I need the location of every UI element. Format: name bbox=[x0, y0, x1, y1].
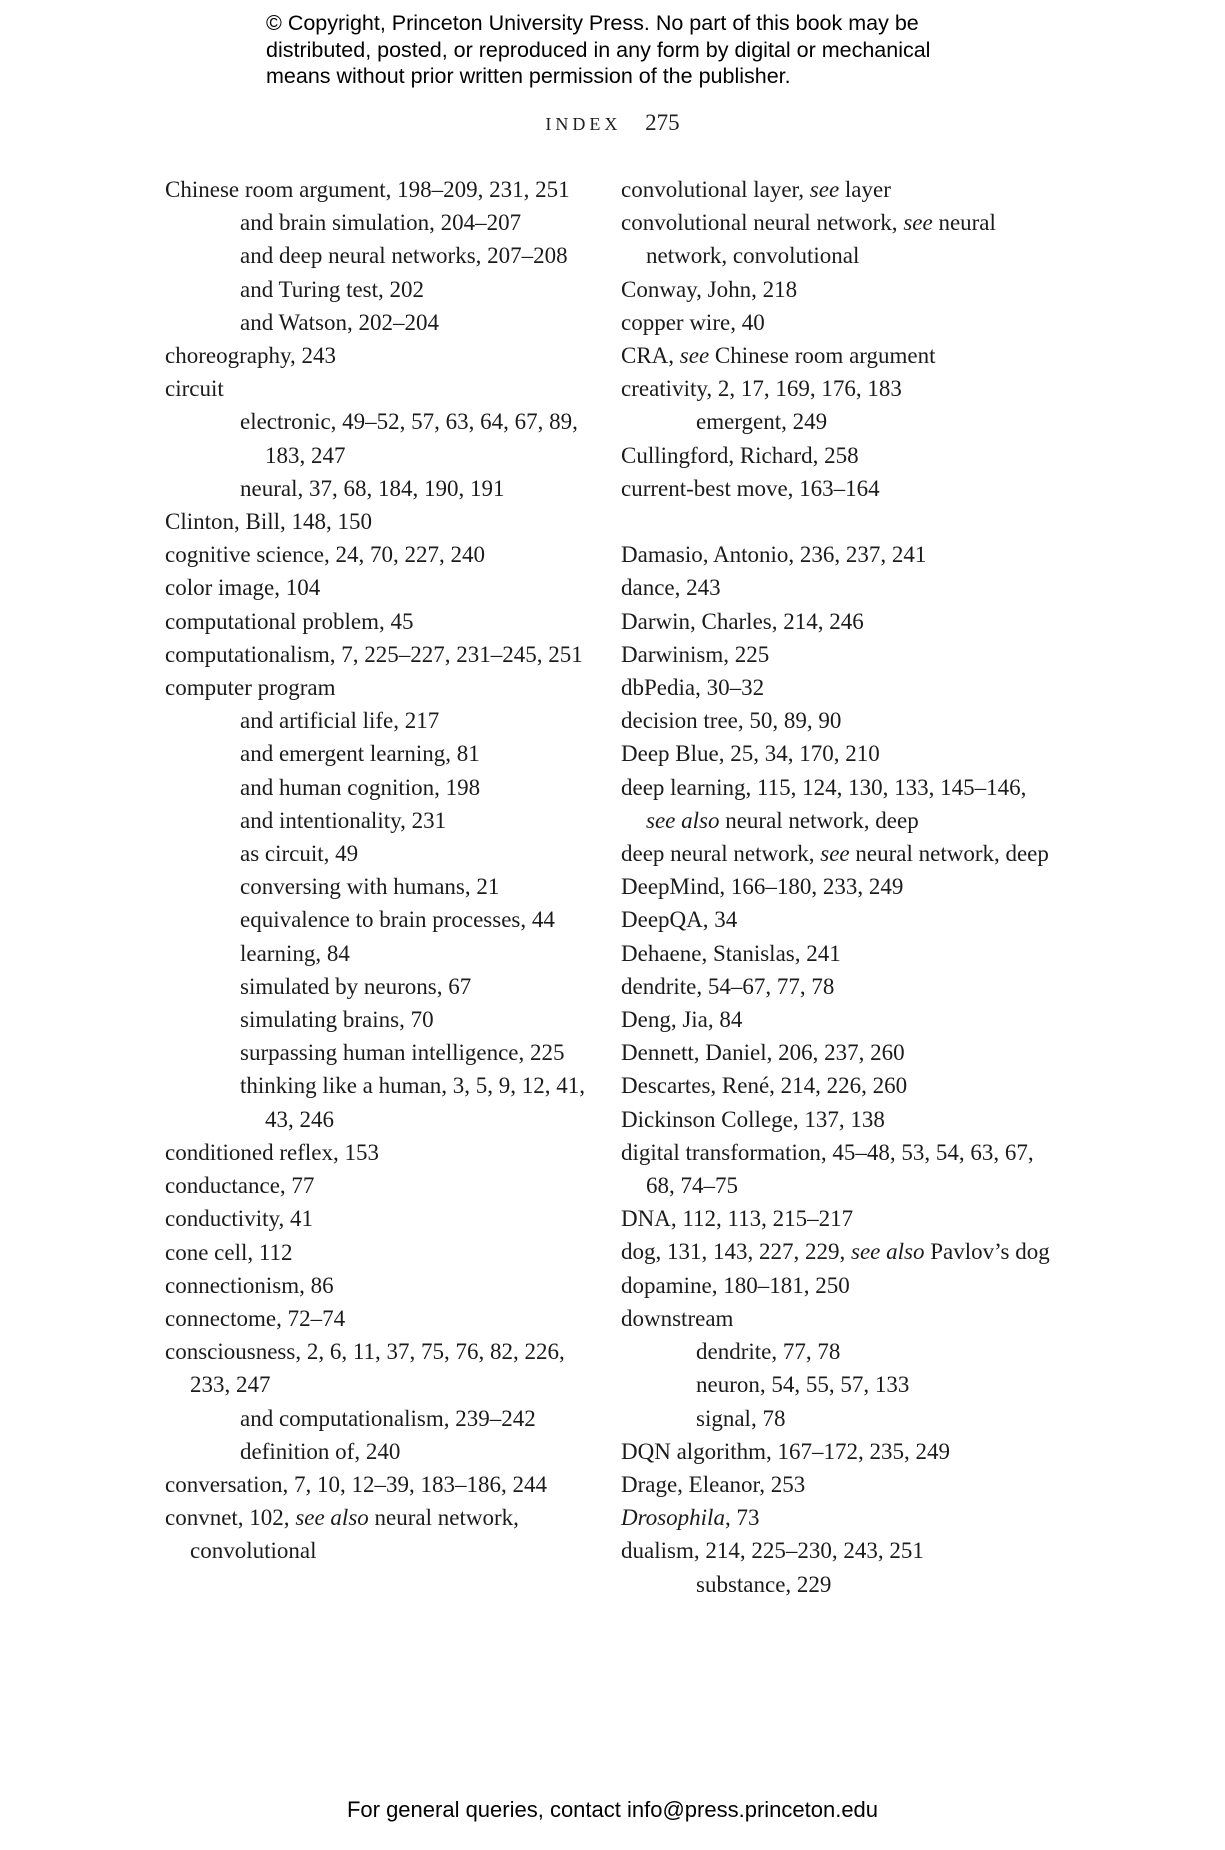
index-entry-text: and brain simulation, 204–207 bbox=[240, 210, 522, 236]
index-entry-italic-text: see also bbox=[646, 807, 720, 833]
index-entry-text: Cullingford, Richard, 258 bbox=[621, 442, 859, 468]
index-entry-text: learning, 84 bbox=[240, 940, 350, 966]
index-entry-text: dualism, 214, 225–230, 243, 251 bbox=[621, 1538, 924, 1564]
index-entry-text: convolutional neural network, bbox=[621, 210, 904, 236]
index-entry-text: CRA, bbox=[621, 343, 680, 369]
index-entry-text: and intentionality, 231 bbox=[240, 807, 447, 833]
index-entry-text: computationalism, 7, 225–227, 231–245, 251 bbox=[165, 641, 583, 667]
index-entry bbox=[165, 1269, 605, 1302]
index-entry-text: current-best move, 163–164 bbox=[621, 475, 880, 501]
index-entry bbox=[165, 339, 605, 372]
index-subentry bbox=[165, 737, 605, 770]
index-entry-text: dance, 243 bbox=[621, 575, 721, 601]
index-entry bbox=[165, 605, 605, 638]
index-entry bbox=[621, 1302, 1061, 1335]
index-entry-text: Chinese room argument bbox=[709, 343, 936, 369]
index-entry bbox=[165, 173, 605, 206]
index-entry-text: substance, 229 bbox=[696, 1571, 832, 1597]
copyright-notice bbox=[266, 10, 986, 90]
index-entry-italic-text: see also bbox=[851, 1239, 925, 1265]
index-entry bbox=[621, 605, 1061, 638]
index-entry-text: color image, 104 bbox=[165, 575, 321, 601]
index-entry bbox=[621, 372, 1061, 405]
index-entry-text: equivalence to brain processes, 44 bbox=[240, 907, 555, 933]
index-column-right bbox=[621, 173, 1061, 1601]
index-entry bbox=[621, 1501, 1061, 1534]
index-entry bbox=[621, 1435, 1061, 1468]
index-entry-text: , 73 bbox=[724, 1505, 760, 1531]
index-entry bbox=[621, 737, 1061, 770]
index-entry-text: definition of, 240 bbox=[240, 1438, 401, 1464]
index-subentry bbox=[165, 704, 605, 737]
index-entry-text: Clinton, Bill, 148, 150 bbox=[165, 509, 373, 535]
index-entry-italic-text: see bbox=[809, 177, 840, 202]
index-entry bbox=[621, 1202, 1061, 1235]
index-entry bbox=[165, 538, 605, 571]
copyright-line: © Copyright, Princeton University Press. No part of this book may be bbox=[266, 11, 919, 35]
index-entry-text: Dennett, Daniel, 206, 237, 260 bbox=[621, 1040, 905, 1066]
index-entry-text: dendrite, 77, 78 bbox=[696, 1339, 841, 1365]
index-entry-text: choreography, 243 bbox=[165, 343, 336, 369]
index-entry-text: neuron, 54, 55, 57, 133 bbox=[696, 1372, 910, 1398]
index-subentry bbox=[621, 1335, 1061, 1368]
index-subentry bbox=[165, 306, 605, 339]
index-entry-text: and emergent learning, 81 bbox=[240, 741, 480, 767]
index-entry-text: electronic, 49–52, 57, 63, 64, 67, 89, 183, 247 bbox=[240, 409, 578, 468]
index-entry-text: conductance, 77 bbox=[165, 1173, 315, 1199]
index-entry bbox=[621, 173, 1061, 206]
index-subentry bbox=[165, 870, 605, 903]
index-entry bbox=[621, 937, 1061, 970]
index-subentry bbox=[165, 970, 605, 1003]
index-entry-text: and deep neural networks, 207–208 bbox=[240, 243, 568, 269]
index-entry-text: layer bbox=[839, 177, 891, 202]
index-entry bbox=[621, 837, 1061, 870]
index-entry-text: convnet, 102, bbox=[165, 1505, 296, 1531]
index-entry-text: and Watson, 202–204 bbox=[240, 309, 439, 335]
index-entry-italic-text: Drosophila bbox=[621, 1505, 725, 1531]
index-subentry bbox=[165, 1069, 605, 1135]
index-entry bbox=[621, 970, 1061, 1003]
index-entry bbox=[621, 306, 1061, 339]
index-subentry bbox=[165, 837, 605, 870]
index-entry-text: simulated by neurons, 67 bbox=[240, 973, 472, 999]
index-column-left bbox=[165, 173, 605, 1568]
index-entry-text: Damasio, Antonio, 236, 237, 241 bbox=[621, 542, 927, 568]
index-entry-text: and human cognition, 198 bbox=[240, 774, 481, 800]
index-entry bbox=[621, 638, 1061, 671]
index-entry-text: downstream bbox=[621, 1305, 734, 1331]
index-subentry bbox=[165, 1435, 605, 1468]
index-entry-text: deep learning, 115, 124, 130, 133, 145–146, bbox=[621, 774, 1027, 800]
index-entry bbox=[165, 1468, 605, 1501]
index-subentry bbox=[165, 1036, 605, 1069]
index-entry bbox=[621, 704, 1061, 737]
index-subentry bbox=[621, 1368, 1061, 1401]
index-entry-text: DeepMind, 166–180, 233, 249 bbox=[621, 874, 904, 900]
index-entry-text: neural, 37, 68, 184, 190, 191 bbox=[240, 475, 505, 501]
index-entry-text: Darwinism, 225 bbox=[621, 641, 770, 667]
index-entry-italic-text: see bbox=[820, 841, 850, 867]
index-entry-text: Conway, John, 218 bbox=[621, 276, 798, 302]
index-entry bbox=[165, 571, 605, 604]
index-entry-text: creativity, 2, 17, 169, 176, 183 bbox=[621, 376, 902, 402]
index-subentry bbox=[621, 405, 1061, 438]
index-subentry bbox=[165, 1402, 605, 1435]
copyright-line: distributed, posted, or reproduced in any form by digital or mechanical bbox=[266, 37, 931, 62]
index-subentry bbox=[165, 405, 605, 471]
index-entry bbox=[621, 1136, 1061, 1202]
index-entry-text: Chinese room argument, 198–209, 231, 251 bbox=[165, 177, 570, 202]
index-entry-text: and computationalism, 239–242 bbox=[240, 1405, 536, 1431]
index-entry bbox=[621, 472, 1061, 505]
index-entry bbox=[621, 339, 1061, 372]
index-entry-text: decision tree, 50, 89, 90 bbox=[621, 708, 842, 734]
index-entry bbox=[621, 439, 1061, 472]
index-entry bbox=[165, 1169, 605, 1202]
index-entry bbox=[165, 505, 605, 538]
index-entry-text: copper wire, 40 bbox=[621, 309, 765, 335]
index-entry-text: conversation, 7, 10, 12–39, 183–186, 244 bbox=[165, 1471, 548, 1497]
index-entry-text: circuit bbox=[165, 376, 224, 402]
index-entry-text: simulating brains, 70 bbox=[240, 1007, 434, 1033]
page-number: 275 bbox=[645, 110, 680, 135]
index-entry-text: cone cell, 112 bbox=[165, 1239, 293, 1265]
index-entry-text: dendrite, 54–67, 77, 78 bbox=[621, 973, 835, 999]
index-subentry bbox=[165, 903, 605, 936]
index-entry bbox=[165, 372, 605, 405]
index-entry-italic-text: see bbox=[903, 210, 933, 236]
index-entry bbox=[165, 1302, 605, 1335]
index-entry bbox=[165, 1236, 605, 1269]
index-entry bbox=[621, 571, 1061, 604]
copyright-line: means without prior written permission of the publisher. bbox=[266, 64, 791, 88]
index-subentry bbox=[621, 1568, 1061, 1601]
index-subentry bbox=[165, 937, 605, 970]
index-entry bbox=[621, 538, 1061, 571]
index-entry-text: DNA, 112, 113, 215–217 bbox=[621, 1206, 854, 1232]
index-entry-text: cognitive science, 24, 70, 227, 240 bbox=[165, 542, 486, 568]
index-entry-text: Pavlov’s dog bbox=[924, 1239, 1050, 1265]
index-entry bbox=[621, 903, 1061, 936]
index-entry-text: dbPedia, 30–32 bbox=[621, 675, 765, 701]
index-entry bbox=[621, 870, 1061, 903]
index-subentry bbox=[165, 1003, 605, 1036]
index-entry-text: digital transformation, 45–48, 53, 54, 63, 67, 68, 74–75 bbox=[621, 1139, 1034, 1199]
index-entry-text: connectionism, 86 bbox=[165, 1272, 334, 1298]
index-entry-text: and artificial life, 217 bbox=[240, 708, 440, 734]
index-entry-text: conditioned reflex, 153 bbox=[165, 1139, 379, 1165]
index-entry bbox=[165, 1335, 605, 1401]
index-entry-text: DQN algorithm, 167–172, 235, 249 bbox=[621, 1438, 951, 1464]
index-entry-text: Descartes, René, 214, 226, 260 bbox=[621, 1073, 908, 1099]
index-entry-text: DeepQA, 34 bbox=[621, 907, 738, 933]
index-subentry bbox=[165, 804, 605, 837]
index-subentry bbox=[165, 206, 605, 239]
index-entry bbox=[621, 273, 1061, 306]
index-entry-text: Darwin, Charles, 214, 246 bbox=[621, 608, 864, 634]
index-entry-text: conversing with humans, 21 bbox=[240, 874, 500, 900]
index-entry bbox=[621, 1003, 1061, 1036]
index-entry-text: signal, 78 bbox=[696, 1405, 786, 1431]
index-entry-text: Drage, Eleanor, 253 bbox=[621, 1471, 806, 1497]
index-entry-text: dog, 131, 143, 227, 229, bbox=[621, 1239, 851, 1265]
index-entry-italic-text: see also bbox=[295, 1505, 369, 1531]
index-entry bbox=[621, 671, 1061, 704]
index-entry-text: surpassing human intelligence, 225 bbox=[240, 1040, 565, 1066]
index-entry-text: Deng, Jia, 84 bbox=[621, 1007, 743, 1033]
running-head bbox=[0, 110, 1225, 136]
index-entry bbox=[621, 1534, 1061, 1567]
index-subentry bbox=[165, 771, 605, 804]
index-subentry bbox=[165, 273, 605, 306]
index-entry-text: and Turing test, 202 bbox=[240, 276, 425, 302]
footer-contact: For general queries, contact info@press.princeton.edu bbox=[346, 1797, 879, 1822]
index-entry bbox=[621, 771, 1061, 837]
index-entry bbox=[621, 1235, 1061, 1268]
index-entry-text: Deep Blue, 25, 34, 170, 210 bbox=[621, 741, 880, 767]
index-letter-gap bbox=[621, 505, 1061, 538]
index-entry-text: Dickinson College, 137, 138 bbox=[621, 1106, 885, 1132]
index-entry-text: neural network, deep bbox=[849, 841, 1049, 867]
index-entry-text: deep neural network, bbox=[621, 841, 821, 867]
running-head-title: INDEX bbox=[545, 114, 622, 134]
index-entry-text: thinking like a human, 3, 5, 9, 12, 41, 43, 246 bbox=[240, 1073, 585, 1132]
index-entry-text: computer program bbox=[165, 675, 336, 701]
index-entry-text: connectome, 72–74 bbox=[165, 1305, 346, 1331]
index-entry bbox=[621, 1036, 1061, 1069]
index-entry bbox=[165, 1501, 605, 1567]
index-entry bbox=[165, 1136, 605, 1169]
index-entry bbox=[621, 1103, 1061, 1136]
index-entry-text: neural network, convolutional bbox=[190, 1505, 519, 1564]
index-entry-text: computational problem, 45 bbox=[165, 608, 414, 634]
index-entry bbox=[621, 206, 1061, 272]
index-subentry bbox=[165, 472, 605, 505]
index-entry-text: dopamine, 180–181, 250 bbox=[621, 1272, 850, 1298]
index-entry bbox=[165, 638, 605, 671]
index-entry-text: convolutional layer, bbox=[621, 177, 810, 202]
index-subentry bbox=[165, 239, 605, 272]
index-entry bbox=[621, 1468, 1061, 1501]
index-entry bbox=[165, 671, 605, 704]
index-subentry bbox=[621, 1402, 1061, 1435]
index-entry bbox=[621, 1269, 1061, 1302]
index-entry bbox=[165, 1202, 605, 1235]
index-entry-text: Dehaene, Stanislas, 241 bbox=[621, 940, 841, 966]
index-entry-text: emergent, 249 bbox=[696, 409, 828, 435]
index-entry-text: as circuit, 49 bbox=[240, 841, 359, 867]
index-entry-text: neural network, convolutional bbox=[646, 210, 996, 269]
index-entry-text: conductivity, 41 bbox=[165, 1206, 313, 1232]
index-entry-italic-text: see bbox=[679, 343, 710, 369]
index-entry-text: neural network, deep bbox=[719, 807, 919, 833]
index-entry-text: consciousness, 2, 6, 11, 37, 75, 76, 82, 226, 233, 247 bbox=[165, 1339, 565, 1398]
index-entry bbox=[621, 1069, 1061, 1102]
